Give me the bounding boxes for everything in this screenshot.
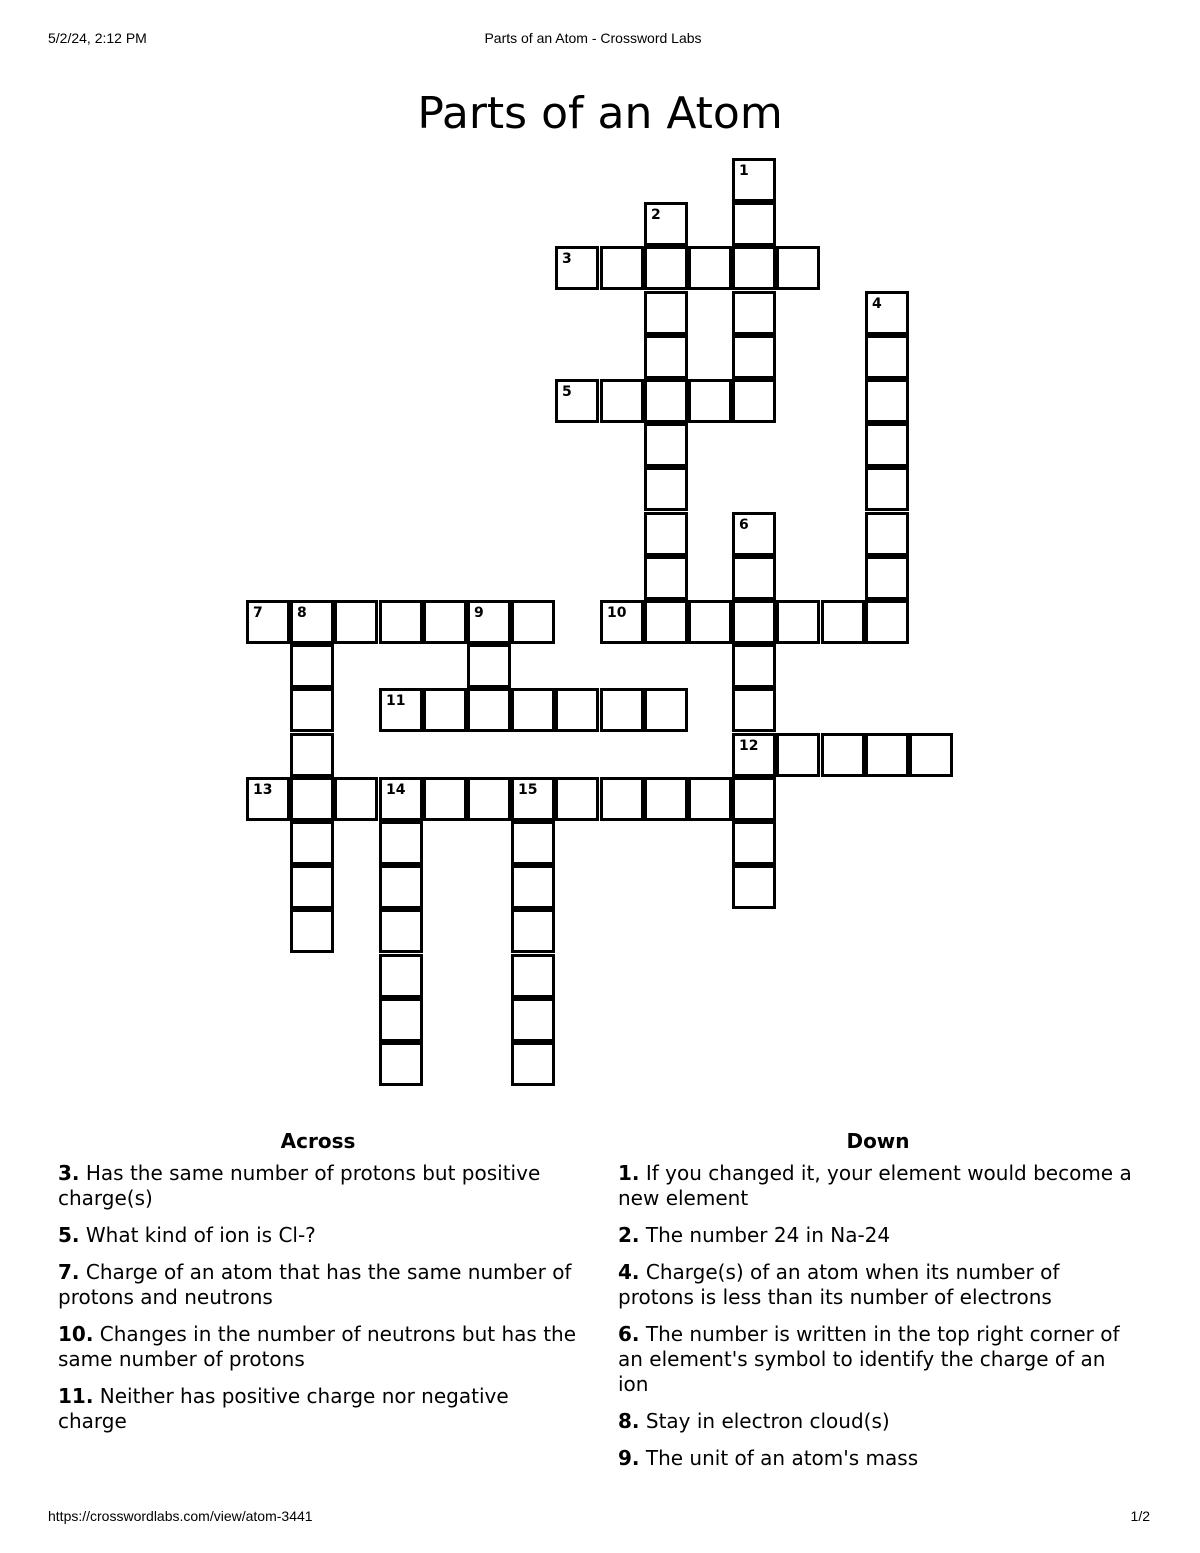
grid-cell[interactable] <box>644 688 688 732</box>
grid-cell[interactable] <box>688 379 732 423</box>
down-clue: 4. Charge(s) of an atom when its number of protons is less than its number of electrons <box>618 1260 1060 1309</box>
grid-cell[interactable] <box>776 600 820 644</box>
grid-cell[interactable] <box>821 600 865 644</box>
grid-cell[interactable] <box>511 909 555 953</box>
grid-cell[interactable] <box>732 556 776 600</box>
grid-cell[interactable] <box>423 777 467 821</box>
grid-cell[interactable] <box>600 777 644 821</box>
clue-number: 9 <box>474 605 484 621</box>
clue-number: 1 <box>739 163 749 179</box>
grid-cell[interactable] <box>555 379 599 423</box>
clue-number: 8 <box>297 605 307 621</box>
across-clue: 3. Has the same number of protons but positive charge(s) <box>58 1161 541 1210</box>
grid-cell[interactable] <box>511 777 555 821</box>
grid-cell[interactable] <box>423 688 467 732</box>
grid-cell[interactable] <box>865 335 909 379</box>
print-page-title: Parts of an Atom - Crossword Labs <box>484 30 702 46</box>
clue-number: 12 <box>739 738 759 754</box>
grid-cell[interactable] <box>467 600 511 644</box>
grid-cell[interactable] <box>732 821 776 865</box>
grid-cell[interactable] <box>334 777 378 821</box>
grid-cell[interactable] <box>732 777 776 821</box>
grid-cell[interactable] <box>644 777 688 821</box>
clue-number: 14 <box>386 782 406 798</box>
clue-number: 13 <box>253 782 273 798</box>
grid-cell[interactable] <box>600 246 644 290</box>
grid-cell[interactable] <box>865 600 909 644</box>
grid-cell[interactable] <box>732 202 776 246</box>
clue-number: 5 <box>562 384 572 400</box>
clue-number: 4 <box>872 296 882 312</box>
grid-cell[interactable] <box>865 556 909 600</box>
grid-cell[interactable] <box>688 777 732 821</box>
grid-cell[interactable] <box>423 600 467 644</box>
grid-cell[interactable] <box>776 733 820 777</box>
grid-cell[interactable] <box>600 379 644 423</box>
grid-cell[interactable] <box>290 777 334 821</box>
grid-cell[interactable] <box>865 423 909 467</box>
grid-cell[interactable] <box>467 777 511 821</box>
grid-cell[interactable] <box>511 600 555 644</box>
grid-cell[interactable] <box>732 733 776 777</box>
grid-cell[interactable] <box>379 600 423 644</box>
grid-cell[interactable] <box>732 688 776 732</box>
grid-cell[interactable] <box>467 688 511 732</box>
grid-cell[interactable] <box>379 909 423 953</box>
grid-cell[interactable] <box>732 291 776 335</box>
grid-cell[interactable] <box>511 954 555 998</box>
down-heading: Down <box>846 1129 910 1153</box>
grid-cell[interactable] <box>732 335 776 379</box>
grid-cell[interactable] <box>865 379 909 423</box>
grid-cell[interactable] <box>555 777 599 821</box>
puzzle-title: Parts of an Atom <box>417 88 783 140</box>
grid-cell[interactable] <box>644 600 688 644</box>
grid-cell[interactable] <box>865 512 909 556</box>
grid-cell[interactable] <box>644 335 688 379</box>
grid-cell[interactable] <box>246 600 290 644</box>
grid-cell[interactable] <box>600 600 644 644</box>
grid-cell[interactable] <box>246 777 290 821</box>
across-clue: 7. Charge of an atom that has the same number of protons and neutrons <box>58 1260 572 1309</box>
grid-cell[interactable] <box>732 600 776 644</box>
clue-number: 11 <box>386 693 406 709</box>
down-clue: 1. If you changed it, your element would become a new element <box>618 1161 1132 1210</box>
grid-cell[interactable] <box>732 644 776 688</box>
grid-cell[interactable] <box>290 644 334 688</box>
grid-cell[interactable] <box>511 1042 555 1086</box>
grid-cell[interactable] <box>290 865 334 909</box>
grid-cell[interactable] <box>865 467 909 511</box>
grid-cell[interactable] <box>379 865 423 909</box>
grid-cell[interactable] <box>732 512 776 556</box>
grid-cell[interactable] <box>644 467 688 511</box>
grid-cell[interactable] <box>290 909 334 953</box>
grid-cell[interactable] <box>732 865 776 909</box>
grid-cell[interactable] <box>511 998 555 1042</box>
grid-cell[interactable] <box>732 158 776 202</box>
grid-cell[interactable] <box>688 246 732 290</box>
across-clue: 11. Neither has positive charge nor negative charge <box>58 1384 509 1433</box>
grid-cell[interactable] <box>909 733 953 777</box>
grid-cell[interactable] <box>379 777 423 821</box>
print-datetime: 5/2/24, 2:12 PM <box>48 30 147 46</box>
grid-cell[interactable] <box>644 379 688 423</box>
grid-cell[interactable] <box>511 821 555 865</box>
print-page-number: 1/2 <box>1130 1508 1150 1524</box>
grid-cell[interactable] <box>776 246 820 290</box>
grid-cell[interactable] <box>511 688 555 732</box>
grid-cell[interactable] <box>290 688 334 732</box>
clue-number: 15 <box>518 782 538 798</box>
grid-cell[interactable] <box>379 1042 423 1086</box>
across-clue: 10. Changes in the number of neutrons but has the same number of protons <box>58 1322 577 1371</box>
down-clue: 6. The number is written in the top right corner of an element's symbol to identify the charge of an ion <box>618 1322 1120 1396</box>
grid-cell[interactable] <box>644 291 688 335</box>
clue-number: 6 <box>739 517 749 533</box>
grid-cell[interactable] <box>688 600 732 644</box>
grid-cell[interactable] <box>644 246 688 290</box>
grid-cell[interactable] <box>865 733 909 777</box>
grid-cell[interactable] <box>290 600 334 644</box>
grid-cell[interactable] <box>555 246 599 290</box>
down-clue: 2. The number 24 in Na-24 <box>618 1223 891 1247</box>
grid-cell[interactable] <box>555 688 599 732</box>
grid-cell[interactable] <box>379 821 423 865</box>
down-clues <box>618 1128 1138 1483</box>
print-url: https://crosswordlabs.com/view/atom-3441 <box>48 1508 313 1524</box>
clue-number: 10 <box>607 605 627 621</box>
grid-cell[interactable] <box>290 733 334 777</box>
grid-cell[interactable] <box>511 865 555 909</box>
grid-cell[interactable] <box>644 556 688 600</box>
grid-cell[interactable] <box>379 998 423 1042</box>
grid-cell[interactable] <box>644 202 688 246</box>
grid-cell[interactable] <box>821 733 865 777</box>
grid-cell[interactable] <box>644 423 688 467</box>
across-clue: 5. What kind of ion is Cl-? <box>58 1223 316 1247</box>
grid-cell[interactable] <box>379 954 423 998</box>
across-clues <box>58 1128 578 1446</box>
clue-number: 7 <box>253 605 263 621</box>
down-clue: 9. The unit of an atom's mass <box>618 1446 919 1470</box>
clue-number: 2 <box>651 207 661 223</box>
grid-cell[interactable] <box>379 688 423 732</box>
across-heading: Across <box>280 1129 356 1153</box>
grid-cell[interactable] <box>600 688 644 732</box>
grid-cell[interactable] <box>732 379 776 423</box>
grid-cell[interactable] <box>644 512 688 556</box>
grid-cell[interactable] <box>290 821 334 865</box>
grid-cell[interactable] <box>732 246 776 290</box>
grid-cell[interactable] <box>865 291 909 335</box>
clue-number: 3 <box>562 251 572 267</box>
grid-cell[interactable] <box>467 644 511 688</box>
grid-cell[interactable] <box>334 600 378 644</box>
down-clue: 8. Stay in electron cloud(s) <box>618 1409 890 1433</box>
